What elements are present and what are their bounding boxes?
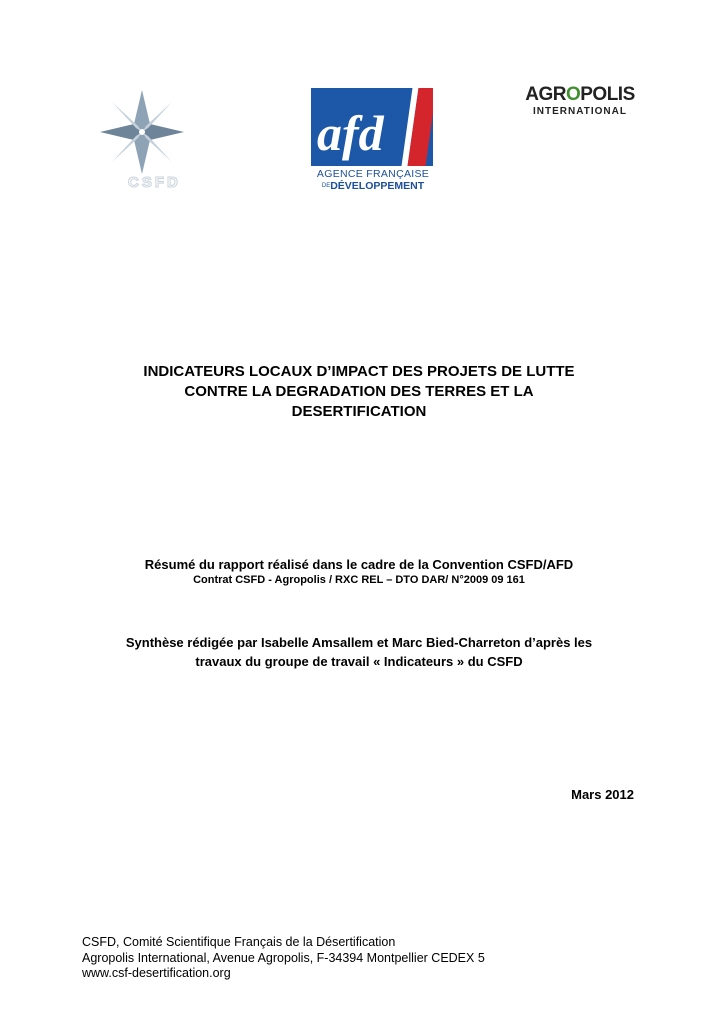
csfd-logo-text: CSFD xyxy=(128,174,181,191)
afd-logo-line2-prefix: DE xyxy=(321,183,331,190)
summary-line-1: Résumé du rapport réalisé dans le cadre de la Convention CSFD/AFD xyxy=(144,557,574,572)
agropolis-logo xyxy=(524,84,636,120)
summary-block xyxy=(60,556,658,588)
afd-logo xyxy=(311,88,435,192)
publication-date: Mars 2012 xyxy=(571,787,634,802)
agropolis-logo-post: POLIS xyxy=(580,84,635,105)
document-title xyxy=(80,362,638,422)
agropolis-logo-name xyxy=(524,84,636,106)
agropolis-logo-pre: AGR xyxy=(525,84,566,105)
synthesis-line-2: travaux du groupe de travail « Indicateurs » du CSFD xyxy=(195,654,523,669)
footer xyxy=(82,935,642,982)
title-line-1: INDICATEURS LOCAUX D’IMPACT DES PROJETS DE LUTTE xyxy=(143,363,575,380)
afd-logo-line2-word: DÉVELOPPEMENT xyxy=(330,180,425,192)
summary-line-2: Contrat CSFD - Agropolis / RXC REL – DTO DAR/ N°2009 09 161 xyxy=(193,574,525,586)
csfd-logo xyxy=(84,84,216,192)
footer-line-2: Agropolis International, Avenue Agropolis, F-34394 Montpellier CEDEX 5 xyxy=(82,950,485,965)
agropolis-logo-globe: O xyxy=(565,84,581,105)
afd-logo-box xyxy=(311,88,433,166)
footer-website-link[interactable]: www.csf-desertification.org xyxy=(82,966,231,980)
afd-logo-line1: AGENCE FRANÇAISE xyxy=(316,168,430,180)
synthesis-block xyxy=(60,633,658,671)
title-line-3: DESERTIFICATION xyxy=(291,403,427,420)
footer-line-1: CSFD, Comité Scientifique Français de la Désertification xyxy=(82,935,396,949)
title-line-2: CONTRE LA DEGRADATION DES TERRES ET LA xyxy=(184,383,534,400)
agropolis-logo-sub: INTERNATIONAL xyxy=(533,106,627,117)
afd-logo-line2 xyxy=(311,180,435,192)
synthesis-line-1: Synthèse rédigée par Isabelle Amsallem et Marc Bied-Charreton d’après les xyxy=(125,635,593,650)
afd-logo-abbr: afd xyxy=(317,105,384,161)
